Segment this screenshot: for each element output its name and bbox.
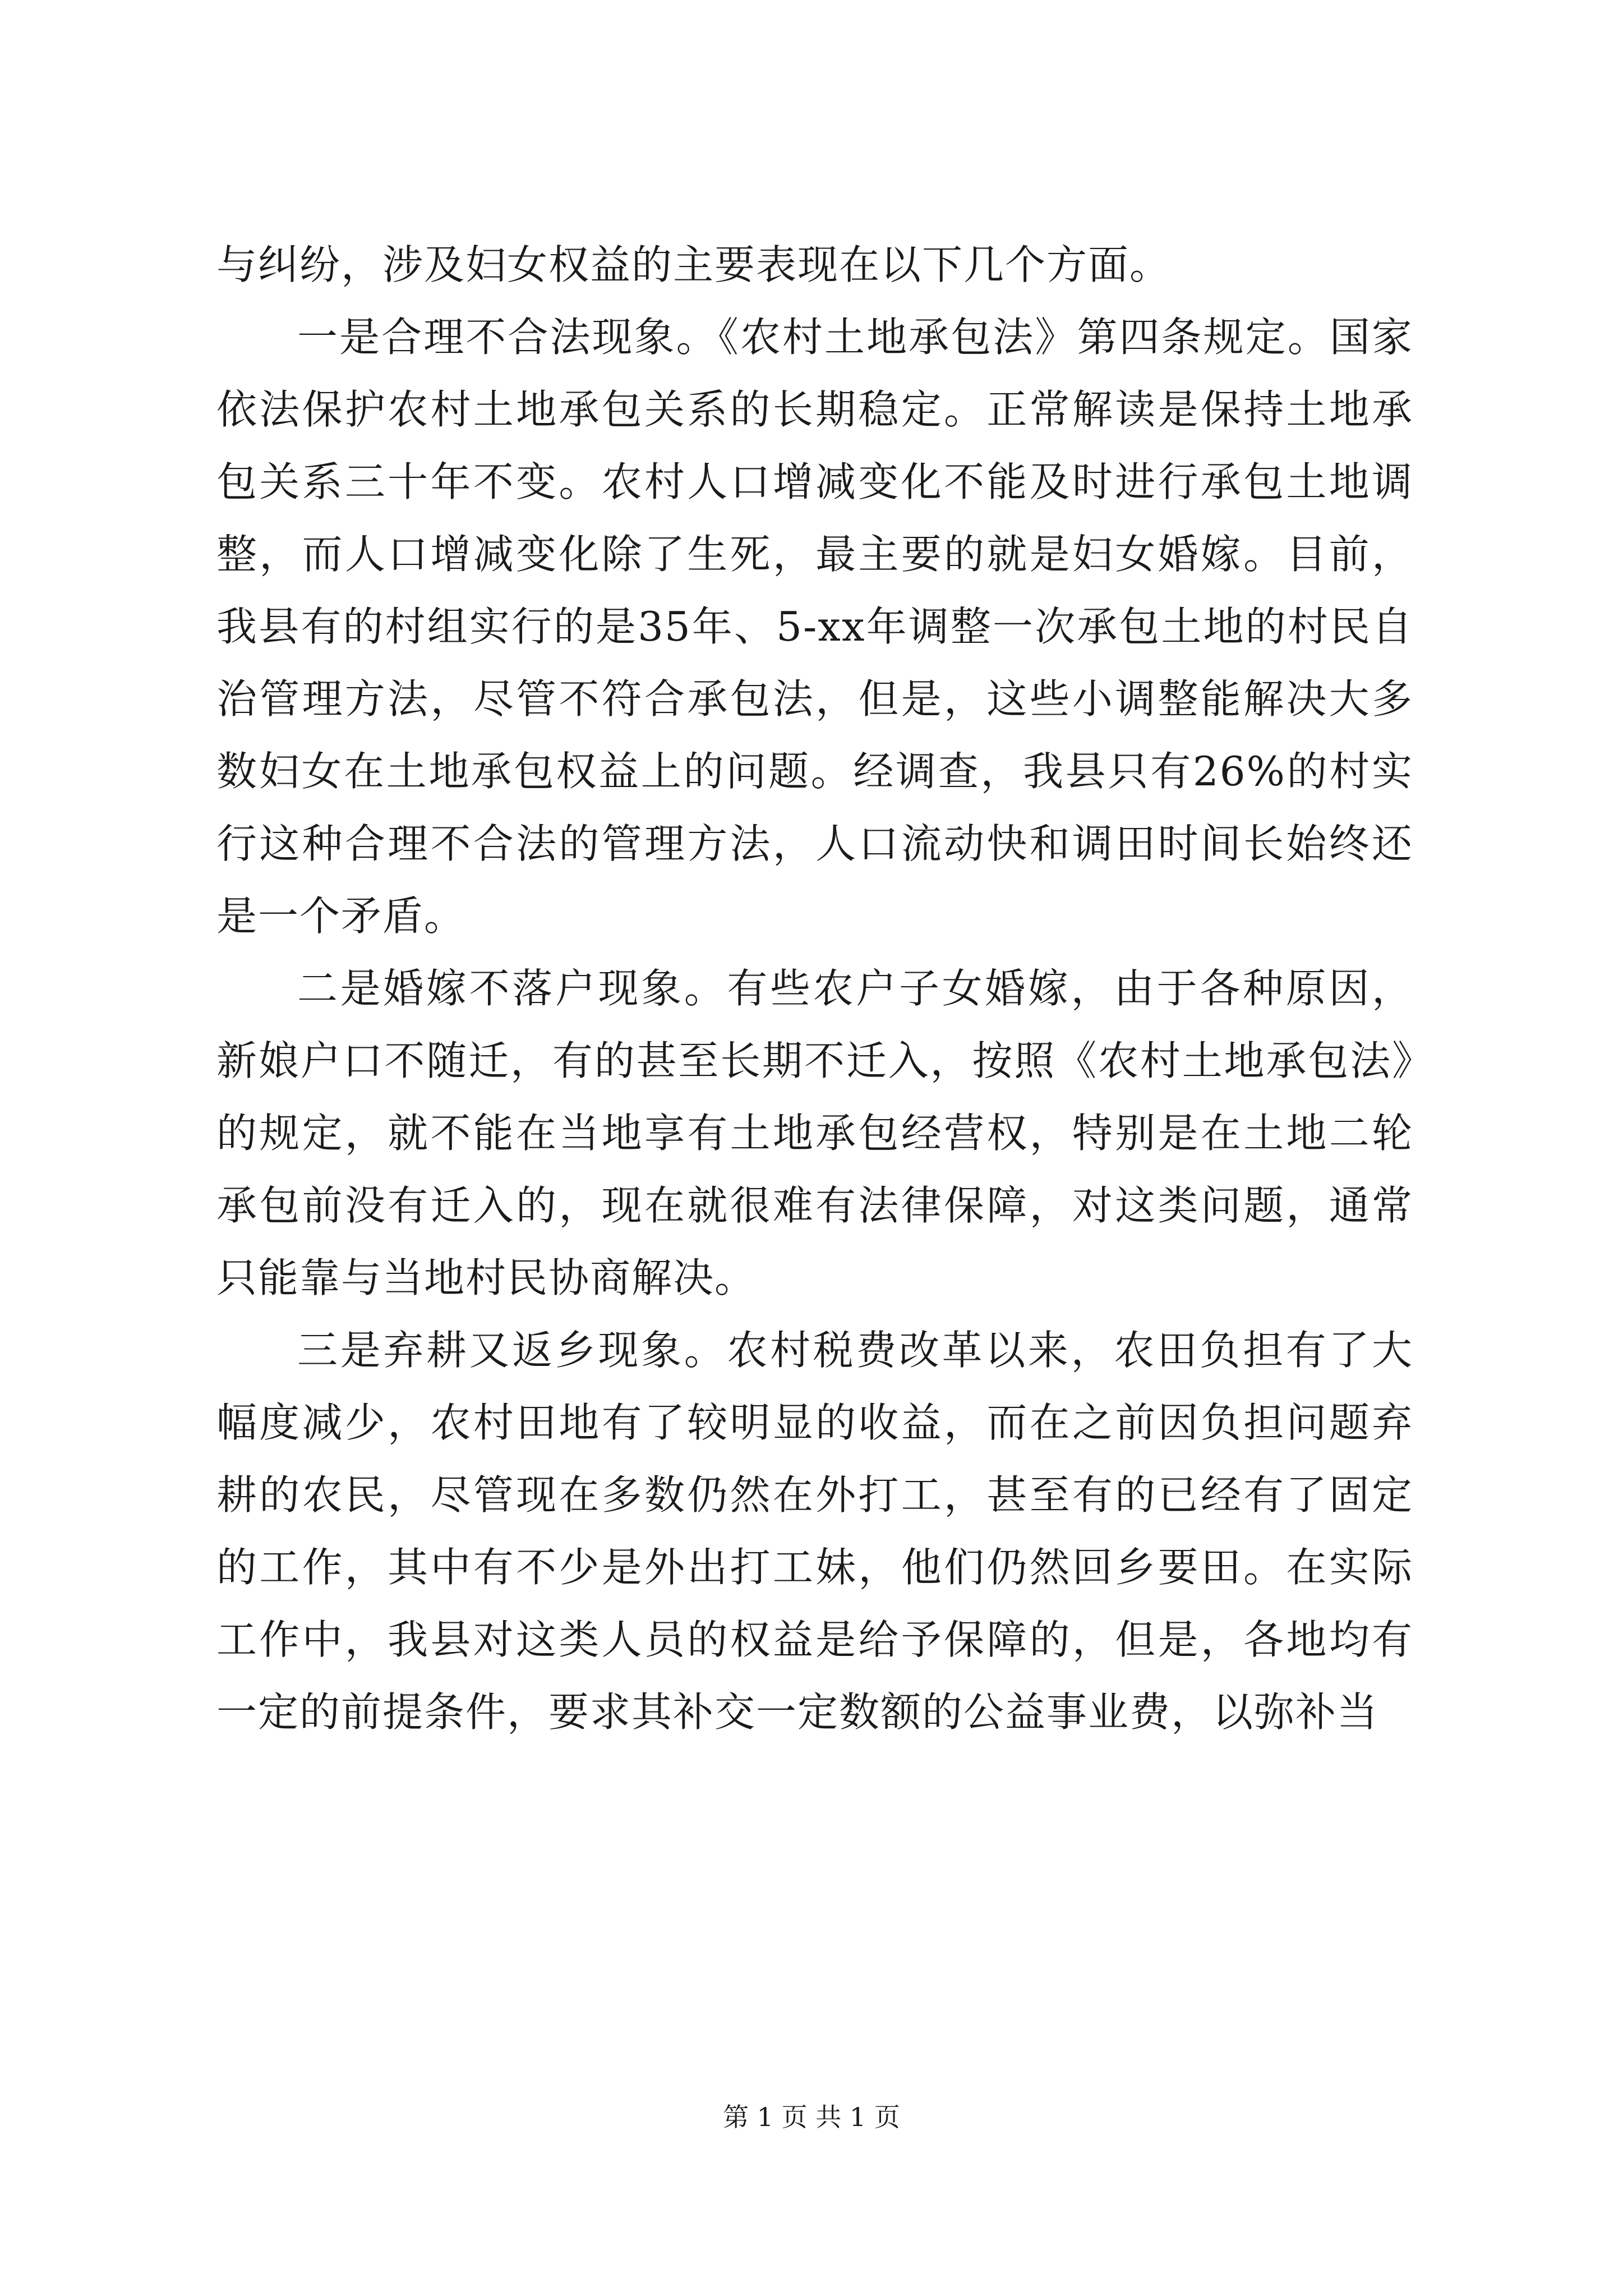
paragraph-continuation: 与纠纷，涉及妇女权益的主要表现在以下几个方面。 [216,241,1172,288]
paragraph-second-issue: 二是婚嫁不落户现象。有些农户子女婚嫁，由于各种原因，新娘户口不随迁，有的甚至长期不迁入，按照《农村土地承包法》的规定，就不能在当地享有土地承包经营权，特别是在土地二轮承包前没有迁入的，现在就很难有法律保障，对这类问题，通常只能靠与当地村民协商解决。 [216,965,1413,1301]
page-footer: 第 1 页 共 1 页 [723,2102,900,2132]
document-body [216,229,1413,1749]
paragraph-third-issue: 三是弃耕又返乡现象。农村税费改革以来，农田负担有了大幅度减少，农村田地有了较明显的收益，而在之前因负担问题弃耕的农民，尽管现在多数仍然在外打工，甚至有的已经有了固定的工作，其中有不少是外出打工妹，他们仍然回乡要田。在实际工作中，我县对这类人员的权益是给予保障的，但是，各地均有一定的前提条件，要求其补交一定数额的公益事业费，以弥补当 [216,1327,1413,1736]
paragraph-first-issue: 一是合理不合法现象。《农村土地承包法》第四条规定。国家依法保护农村土地承包关系的长期稳定。正常解读是保持土地承包关系三十年不变。农村人口增减变化不能及时进行承包土地调整，而人口增减变化除了生死，最主要的就是妇女婚嫁。目前，我县有的村组实行的是35年、5-xx年调整一次承包土地的村民自治管理方法，尽管不符合承包法，但是，这些小调整能解决大多数妇女在土地承包权益上的问题。经调查，我县只有26%的村实行这种合理不合法的管理方法，人口流动快和调田时间长始终还是一个矛盾。 [216,314,1413,940]
